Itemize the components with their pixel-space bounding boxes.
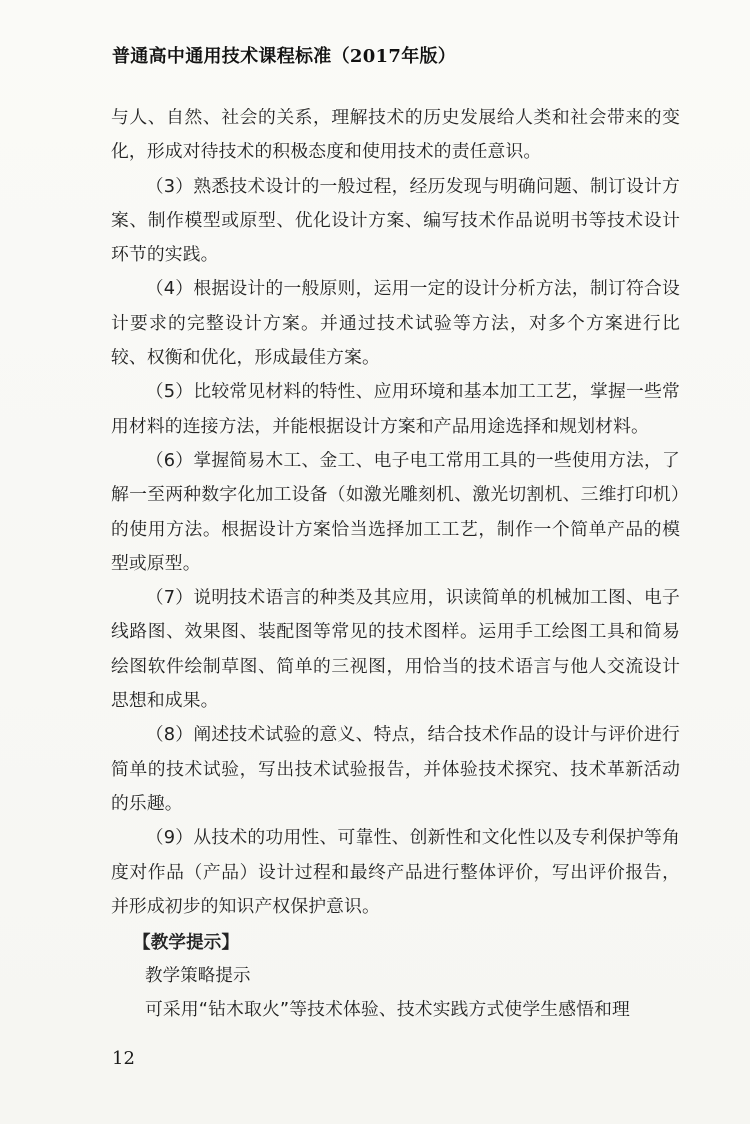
paragraph-continuation: 与人、自然、社会的关系，理解技术的历史发展给人类和社会带来的变化，形成对待技术的积极态度和使用技术的责任意识。 xyxy=(111,107,680,163)
teaching-strategy-subheading: 教学策略提示 xyxy=(145,966,251,986)
paragraph-item-8: （8）阐述技术试验的意义、特点，结合技术作品的设计与评价进行简单的技术试验，写出技术试验报告，并体验技术探究、技术革新活动的乐趣。 xyxy=(111,724,680,814)
running-header: 普通高中通用技术课程标准（2017年版） xyxy=(112,46,457,67)
page-number: 12 xyxy=(112,1048,135,1069)
paragraph-item-6: （6）掌握简易木工、金工、电子电工常用工具的一些使用方法，了解一至两种数字化加工设备（如激光雕刻机、激光切割机、三维打印机）的使用方法。根据设计方案恰当选择加工工艺，制作一个简单产品的模型或原型。 xyxy=(111,449,680,574)
main-body xyxy=(111,101,680,924)
paragraph-item-7: （7）说明技术语言的种类及其应用，识读简单的机械加工图、电子线路图、效果图、装配图等常见的技术图样。运用手工绘图工具和简易绘图软件绘制草图、简单的三视图，用恰当的技术语言与他人交流设计思想和成果。 xyxy=(111,587,680,712)
paragraph-item-9: （9）从技术的功用性、可靠性、创新性和文化性以及专利保护等角度对作品（产品）设计过程和最终产品进行整体评价，写出评价报告，并形成初步的知识产权保护意识。 xyxy=(111,827,680,917)
teaching-hint-heading: 【教学提示】 xyxy=(133,933,240,953)
paragraph-item-3: （3）熟悉技术设计的一般过程，经历发现与明确问题、制订设计方案、制作模型或原型、优化设计方案、编写技术作品说明书等技术设计环节的实践。 xyxy=(111,175,680,266)
teaching-hint-text: 可采用“钻木取火”等技术体验、技术实践方式使学生感悟和理 xyxy=(145,999,630,1020)
paragraph-item-4: （4）根据设计的一般原则，运用一定的设计分析方法，制订符合设计要求的完整设计方案。并通过技术试验等方法，对多个方案进行比较、权衡和优化，形成最佳方案。 xyxy=(111,278,680,369)
paragraph-item-5: （5）比较常见材料的特性、应用环境和基本加工工艺，掌握一些常用材料的连接方法，并能根据设计方案和产品用途选择和规划材料。 xyxy=(111,381,680,437)
